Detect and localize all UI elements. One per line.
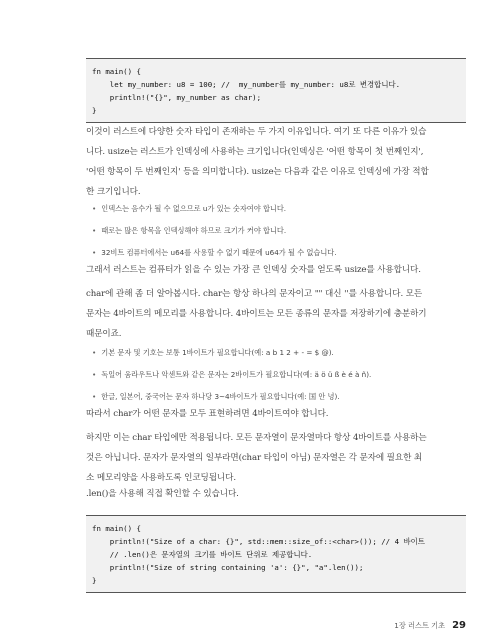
bullet-list-usize — [92, 198, 462, 264]
text-line: 이것이 러스트에 다양한 숫자 타입이 존재하는 두 가지 이유입니다. 여기 또 다른 이유가 있습 — [86, 127, 427, 137]
text-line: 하지만 이는 char 타입에만 적용됩니다. 모든 문자열이 문자열마다 항상 4바이트를 사용하는 — [86, 433, 427, 443]
code-line: fn main() { — [92, 67, 141, 76]
bullet-item: • 독일어 움라우트나 악센트와 같은 문자는 2바이트가 필요합니다(예: ä ö ü ß è é à ñ). — [92, 364, 462, 386]
bullet-list-char-bytes — [92, 342, 462, 408]
text-line: 것은 아닙니다. 문자가 문자열의 일부라면(char 타입이 아님) 문자열은 각 문자에 필요한 최 — [86, 453, 423, 463]
code-line: let my_number: u8 = 100; // my_number를 my_number: u8로 변경합니다. — [92, 80, 401, 89]
code-line: println!("Size of a char: {}", std::mem::size_of::<char>()); // 4 바이트 — [92, 537, 425, 546]
paragraph-char-intro — [86, 284, 470, 344]
page-footer — [394, 620, 466, 631]
bullet-item: • 기본 문자 및 기호는 보통 1바이트가 필요합니다(예: a b 1 2 + - = $ @). — [92, 342, 462, 364]
chapter-title: 1장 러스트 기초 — [394, 621, 446, 630]
text-line: 때문이죠. — [86, 329, 122, 339]
paragraph-string-encoding — [86, 428, 470, 488]
text-line: char에 관해 좀 더 알아봅시다. char는 항상 하나의 문자이고 "" 대신 ''를 사용합니다. 모든 — [86, 289, 423, 299]
code-line: println!("Size of string containing 'a': {}", "a".len()); — [92, 563, 364, 572]
bullet-item: • 인덱스는 음수가 될 수 없으므로 u가 있는 숫자여야 합니다. — [92, 198, 462, 220]
code-block-bottom — [86, 515, 466, 593]
text-line: 니다. usize는 러스트가 인덱싱에 사용하는 크기입니다(인덱싱은 '어떤 항목이 첫 번째인지', — [86, 147, 424, 157]
code-line: println!("{}", my_number as char); — [92, 93, 262, 102]
code-line: fn main() { — [92, 524, 141, 533]
paragraph-len-check — [86, 484, 470, 504]
text-line: 따라서 char가 어떤 문자를 모두 표현하려면 4바이트여야 합니다. — [86, 409, 329, 419]
text-line: .len()을 사용해 직접 확인할 수 있습니다. — [86, 489, 239, 499]
paragraph-char-4bytes — [86, 404, 470, 424]
bullet-item: • 32비트 컴퓨터에서는 u64를 사용할 수 없기 때문에 u64가 될 수 없습니다. — [92, 242, 462, 264]
bullet-item: • 한글, 일본어, 중국어는 문자 하나당 3~4바이트가 필요합니다(예: 国 안 녕). — [92, 386, 462, 408]
code-block-top — [86, 58, 466, 123]
bullet-item: • 때로는 많은 항목을 인덱싱해야 하므로 크기가 커야 합니다. — [92, 220, 462, 242]
text-line: 소 메모리양을 사용하도록 인코딩됩니다. — [86, 473, 236, 483]
text-line: '어떤 항목이 두 번째인지' 등을 의미합니다). usize는 다음과 같은 이유로 인덱싱에 가장 적합 — [86, 167, 429, 177]
code-line: // .len()은 문자열의 크기를 바이트 단위로 제공합니다. — [92, 550, 313, 559]
code-line: } — [92, 576, 97, 585]
text-line: 한 크기입니다. — [86, 187, 141, 197]
paragraph-usize-summary — [86, 260, 470, 280]
text-line: 그래서 러스트는 컴퓨터가 읽을 수 있는 가장 큰 인덱싱 숫자를 얻도록 usize를 사용합니다. — [86, 265, 421, 275]
page-number: 29 — [452, 620, 466, 631]
text-line: 문자는 4바이트의 메모리를 사용합니다. 4바이트는 모든 종류의 문자를 저장하기에 충분하기 — [86, 309, 427, 319]
code-line: } — [92, 106, 97, 115]
paragraph-usize-intro — [86, 122, 470, 202]
